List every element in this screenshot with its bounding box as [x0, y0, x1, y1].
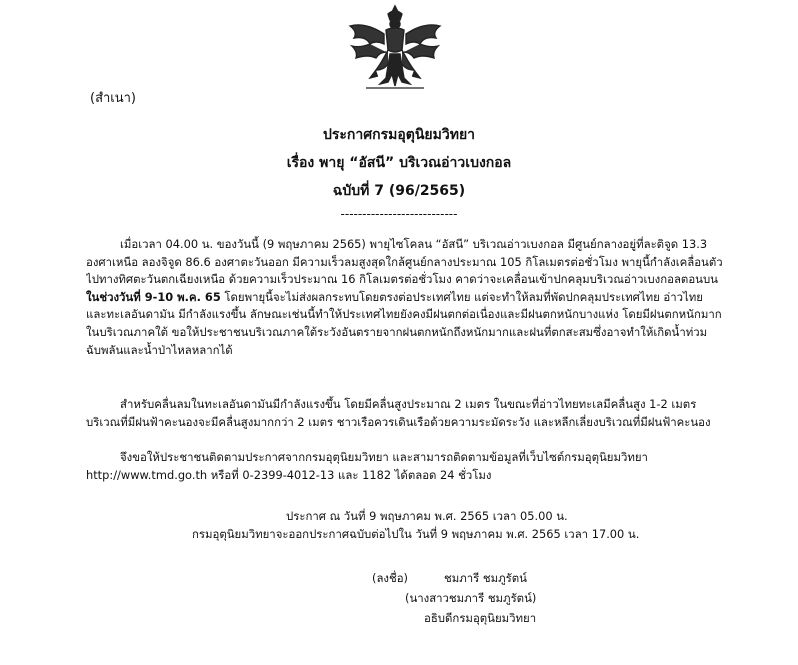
document-subject: เรื่อง พายุ “อัสนี” บริเวณอ่าวเบงกอล [286, 155, 512, 171]
signer-name: ชมภารี ชมภูรัตน์ [444, 571, 527, 585]
highlight-date: ในช่วงวันที่ 9-10 พ.ค. 65 [86, 289, 221, 304]
text-line: บริเวณที่มีฝนฟ้าคะนองจะมีคลื่นสูงมากกว่า 2 เมตร ชาวเรือควรเดินเรือด้วยความระมัดระวัง และหลีกเลี่ยงบริเวณที่มีฝนฟ้าคะนอง [86, 414, 711, 429]
text-line: และทะเลอันดามัน มีกำลังแรงขึ้น ลักษณะเช่นนี้ทำให้ประเทศไทยยังคงมีฝนตกต่อเนื่องและมีฝนตกหนักบางแห่ง โดยมีฝนตกหนักมาก [86, 307, 722, 322]
paragraph-contact [86, 449, 746, 484]
document-title: ประกาศกรมอุตุนิยมวิทยา [322, 127, 476, 143]
signer-title: อธิบดีกรมอุตุนิยมวิทยา [424, 611, 537, 625]
text-segment: โดยพายุนี้จะไม่ส่งผลกระทบโดยตรงต่อประเทศไทย แต่จะทำให้ลมที่พัดปกคลุมประเทศไทย อ่าวไทย [220, 289, 703, 304]
text-line [86, 289, 746, 307]
text-line: เมื่อเวลา 04.00 น. ของวันนี้ (9 พฤษภาคม 2565) พายุไซโคลน “อัสนี” บริเวณอ่าวเบงกอล มีศูนย์กลางอยู่ที่ละติจูด 13.3 [120, 237, 708, 251]
text-line: ในบริเวณภาคใต้ ขอให้ประชาชนบริเวณภาคใต้ระวังอันตรายจากฝนตกหนักถึงหนักมากและฝนที่ตกสะสมซึ่งอาจทำให้เกิดน้ำท่วม [86, 324, 708, 339]
text-line: ฉับพลันและน้ำป่าไหลหลากได้ [86, 342, 233, 357]
signed-label: (ลงชื่อ) [372, 571, 409, 585]
text-line: http://www.tmd.go.th หรือที่ 0-2399-4012-13 และ 1182 ได้ตลอด 24 ชั่วโมง [86, 467, 492, 482]
signer-fullname: (นางสาวชมภารี ชมภูรัตน์) [405, 591, 537, 605]
garuda-emblem-icon [336, 4, 454, 92]
text-line: องศาเหนือ ลองจิจูด 86.6 องศาตะวันออก มีความเร็วลมสูงสุดใกล้ศูนย์กลางประมาณ 105 กิโลเมตรต่อชั่วโมง พายุนี้กำลังเคลื่อนตัว [86, 254, 723, 269]
separator-line: --------------------------- [340, 207, 458, 221]
paragraph-storm-details [86, 236, 746, 359]
paragraph-waves [86, 396, 746, 431]
issue-number: ฉบับที่ 7 (96/2565) [332, 183, 466, 199]
text-line: สำหรับคลื่นลมในทะเลอันดามันมีกำลังแรงขึ้น โดยมีคลื่นสูงประมาณ 2 เมตร ในขณะที่อ่าวไทยทะเลมีคลื่นสูง 1-2 เมตร [120, 397, 697, 411]
copy-label: (สำเนา) [90, 91, 137, 106]
signature-line [372, 570, 527, 588]
announced-date: ประกาศ ณ วันที่ 9 พฤษภาคม พ.ศ. 2565 เวลา 05.00 น. [286, 509, 568, 523]
text-line: ไปทางทิศตะวันตกเฉียงเหนือ ด้วยความเร็วประมาณ 16 กิโลเมตรต่อชั่วโมง คาดว่าจะเคลื่อนเข้าปกคลุมบริเวณอ่าวเบงกอลตอนบน [86, 272, 718, 287]
text-line: จึงขอให้ประชาชนติดตามประกาศจากกรมอุตุนิยมวิทยา และสามารถติดตามข้อมูลที่เว็บไซต์กรมอุตุนิยมวิทยา [120, 450, 648, 464]
next-issue-note: กรมอุตุนิยมวิทยาจะออกประกาศฉบับต่อไปใน วันที่ 9 พฤษภาคม พ.ศ. 2565 เวลา 17.00 น. [192, 527, 640, 541]
